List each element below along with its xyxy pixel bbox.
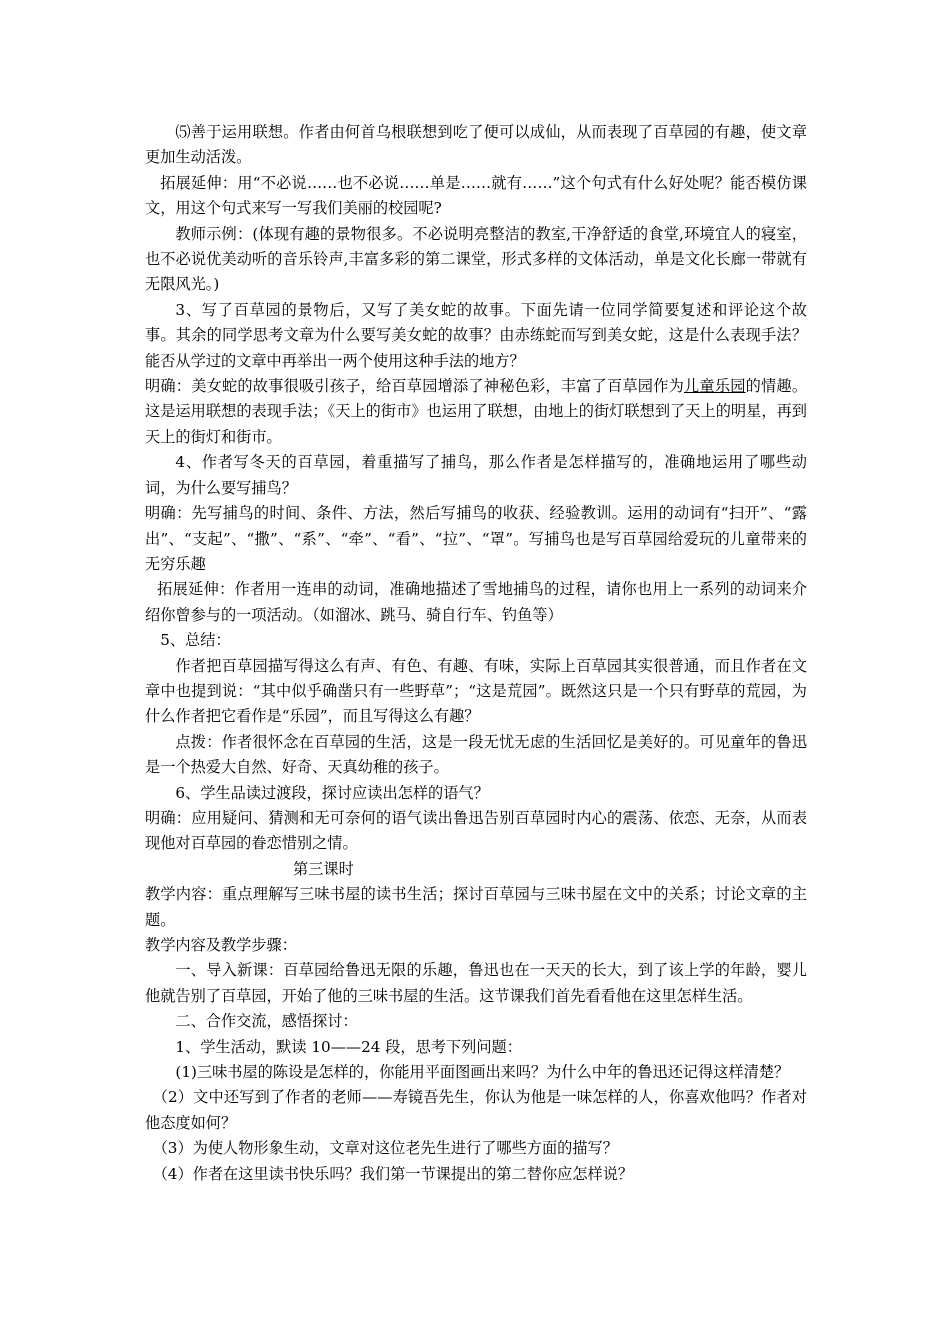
paragraph-answer-4: 明确：先写捕鸟的时间、条件、方法，然后写捕鸟的收获、经验教训。运用的动词有“扫开”、“露出”、“支起”、“撒”、“系”、“牵”、“看”、“拉”、“罩”。写捕鸟也是写百草园给爱玩的儿童带来的无穷乐趣 bbox=[145, 504, 807, 573]
paragraph-cooperation-heading: 二、合作交流，感悟探讨： bbox=[175, 1012, 358, 1031]
paragraph-summary-heading: 5、总结： bbox=[160, 631, 231, 650]
question-item-3: （3）为使人物形象生动，文章对这位老先生进行了哪些方面的描写？ bbox=[152, 1139, 618, 1158]
underlined-phrase: 儿童乐园 bbox=[684, 377, 746, 396]
paragraph-answer-6: 明确：应用疑问、猜测和无可奈何的语气读出鲁迅告别百草园时内心的震荡、依恋、无奈，从而表现他对百草园的眷恋惜别之情。 bbox=[145, 808, 807, 853]
paragraph-teacher-example: 教师示例：(体现有趣的景物很多。不必说明亮整洁的教室,干净舒适的食堂,环境宜人的寝室，也不必说优美动听的音乐铃声,丰富多彩的第二课堂，形式多样的文体活动，单是文化长廊一带就有无限风光。) bbox=[145, 224, 807, 294]
answer-3-text-before: 明确：美女蛇的故事很吸引孩子，给百草园增添了神秘色彩，丰富了百草园作为 bbox=[145, 377, 685, 396]
paragraph-extension-verbs: 拓展延伸：作者用一连串的动词，准确地描述了雪地捕鸟的过程，请你也用上一系列的动词来介绍你曾参与的一项活动。（如溜冰、跳马、骑自行车、钓鱼等） bbox=[145, 580, 807, 624]
paragraph-hint: 点拨：作者很怀念在百草园的生活，这是一段无忧无虑的生活回忆是美好的。可见童年的鲁迅是一个热爱大自然、好奇、天真幼稚的孩子。 bbox=[145, 732, 807, 777]
question-item-2: （2）文中还写到了作者的老师——寿镜吾先生，你认为他是一味怎样的人，你喜欢他吗？作者对他态度如何？ bbox=[145, 1088, 807, 1132]
paragraph-extension-sentence-pattern: 拓展延伸：用“不必说……也不必说……单是……就有……”这个句式有什么好处呢？能否模仿课文，用这个句式来写一写我们美丽的校园呢? bbox=[145, 173, 807, 218]
paragraph-student-activity: 1、学生活动，默读 10——24 段，思考下列问题： bbox=[175, 1037, 522, 1056]
answer-3-text-after: 的情趣。这是运用联想的表现手法；《天上的街市》也运用了联想，由地上的街灯联想到了天上的明星，再到天上的街灯和街市。 bbox=[145, 377, 808, 446]
paragraph-question-6: 6、学生品读过渡段，探讨应读出怎样的语气？ bbox=[175, 783, 489, 802]
question-item-1: (1)三味书屋的陈设是怎样的，你能用平面图画出来吗？为什么中年的鲁迅还记得这样清楚？ bbox=[175, 1063, 790, 1082]
paragraph-question-3: 3、写了百草园的景物后，又写了美女蛇的故事。下面先请一位同学简要复述和评论这个故事。其余的同学思考文章为什么要写美女蛇的故事？由赤练蛇而写到美女蛇，这是什么表现手法？能否从学过的文章中再举出一两个使用这种手法的地方？ bbox=[145, 300, 807, 370]
question-item-4: （4）作者在这里读书快乐吗？我们第一节课提出的第二替你应怎样说？ bbox=[152, 1164, 634, 1183]
section-heading-third-lesson: 第三课时 bbox=[293, 859, 354, 878]
paragraph-answer-3 bbox=[145, 374, 807, 450]
paragraph-introduction: 一、导入新课：百草园给鲁迅无限的乐趣，鲁迅也在一天天的长大，到了该上学的年龄，婴儿他就告别了百草园，开始了他的三味书屋的生活。这节课我们首先看看他在这里怎样生活。 bbox=[145, 961, 807, 1005]
paragraph-teaching-steps: 教学内容及教学步骤： bbox=[145, 936, 297, 954]
paragraph-summary: 作者把百草园描写得这么有声、有色、有趣、有味，实际上百草园其实很普通，而且作者在文章中也提到说：“其中似乎确凿只有一些野草”；“这是荒园”。既然这只是一个只有野草的荒园，为什么作者把它看作是“乐园”，而且写得这么有趣？ bbox=[145, 656, 807, 726]
paragraph-teaching-content: 教学内容：重点理解写三味书屋的读书生活；探讨百草园与三味书屋在文中的关系；讨论文章的主题。 bbox=[145, 885, 807, 929]
paragraph-association: ⑸善于运用联想。作者由何首乌根联想到吃了便可以成仙，从而表现了百草园的有趣，使文章更加生动活泼。 bbox=[145, 123, 807, 167]
document-body bbox=[145, 120, 807, 1187]
paragraph-question-4: 4、作者写冬天的百草园，着重描写了捕鸟，那么作者是怎样描写的，准确地运用了哪些动词，为什么要写捕鸟？ bbox=[145, 453, 807, 497]
